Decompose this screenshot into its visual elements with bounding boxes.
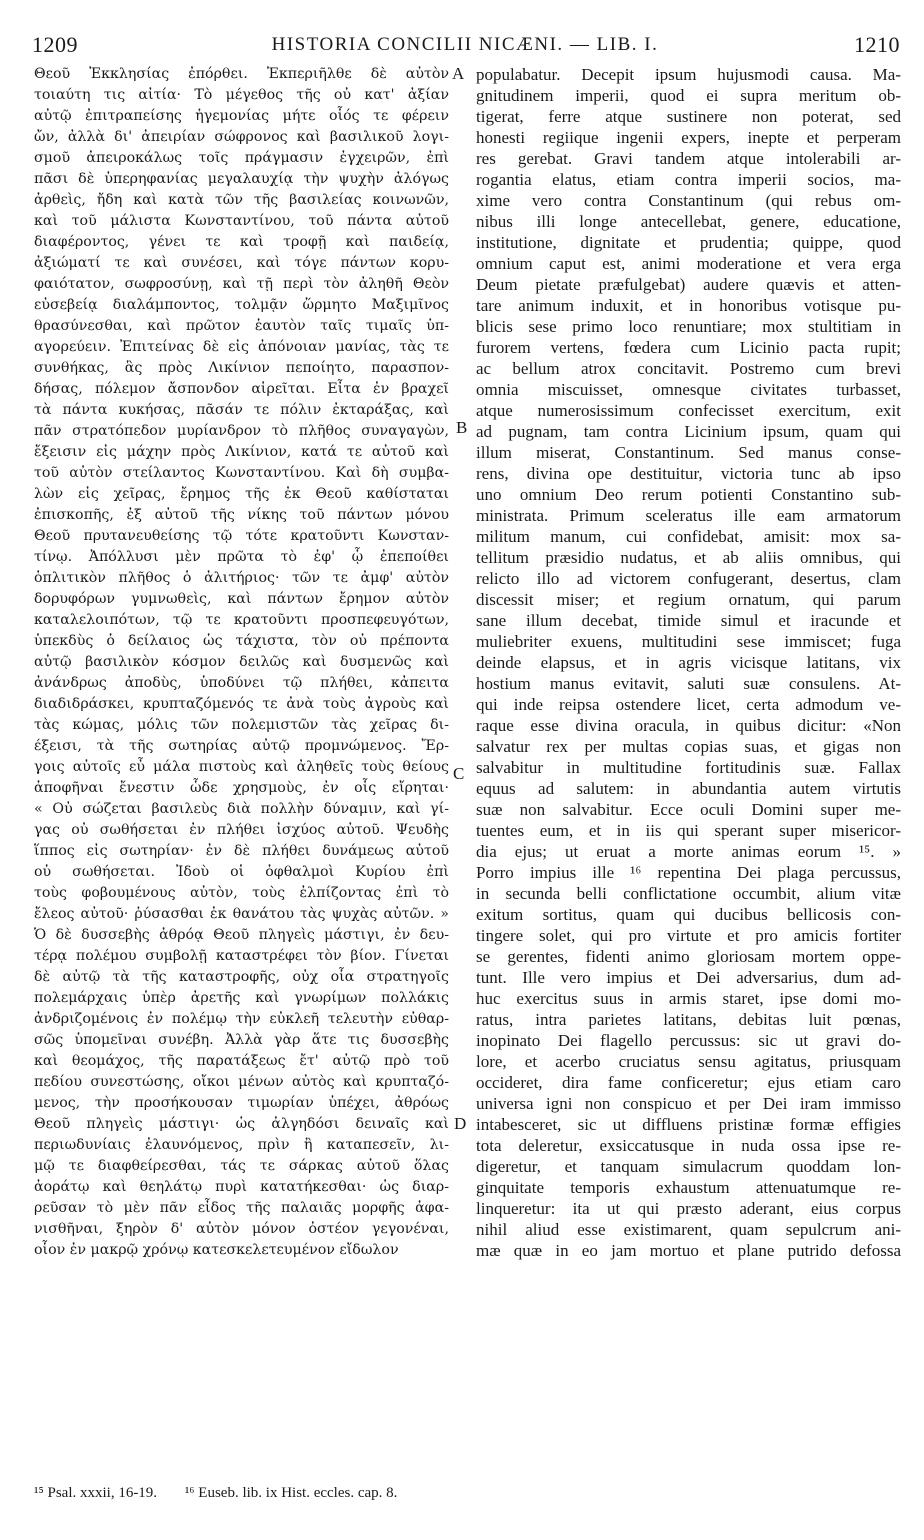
page-header [30,22,900,58]
text-line: exitum sortitus, quam qui ducibus bellicosis con- [476,905,901,924]
text-line: atque numerosissimum confecisset exercitum, exit [476,401,901,420]
text-line: συνθήκας, ἃς πρὸς Λικίνιον πεποίητο, παρασπον- [34,360,449,376]
text-line: ἀξιώματί τε καὶ συνέσει, καὶ τόγε πάντων κορυ- [34,255,449,271]
text-line: illum miserat, Constantinum. Sed manus conse- [476,443,901,462]
footnotes [34,1485,894,1502]
text-line: salvabitur in multitudine fortitudinis suæ. Fallax [476,758,901,777]
text-line: ministrata. Primum sceleratus ille eam armatorum [476,506,901,525]
text-line: furorem vertens, fœdera cum Licinio pacta rupit; [476,338,901,357]
text-line: εὐσεβείᾳ διαλάμποντος, τολμᾷν ὥρμητο Μαξιμῖνος [34,297,449,313]
text-line: tigerat, ferre atque sustinere non poterat, sed [476,107,901,126]
text-line: qui inde reipsa ostendere licet, certa admodum ve- [476,695,901,714]
text-line: dia ejus; ut eruat a morte animas eorum ¹⁵. » [476,842,901,861]
text-line: discessit miser; et regium ornatum, qui parum [476,590,901,609]
text-line: tuentes eum, et in iis qui sperant super misericor- [476,821,901,840]
text-line: μενος, τὴν προσήκουσαν τιμωρίαν ὑπέχει, ἀθρόως [34,1095,449,1111]
section-marker-c: C [453,764,465,783]
text-line: ὤν, ἀλλὰ δι' ἀπειρίαν σώφρονος καὶ βασιλικοῦ λογι- [34,129,449,145]
text-line: οἷον ἐν μακρῷ χρόνῳ κατεσκελετευμένον εἴδωλον [34,1242,399,1258]
text-line: αγορεύειν. Ἐπιτείνας δὲ εἰς ἀπόνοιαν μανίας, τὰς τε [34,339,449,355]
text-line: δήσας, πόλεμον ἄσπονδον αἱρεῖται. Εἶτα ἐν βραχεῖ [34,381,449,397]
text-line: τοιαύτη τις αἰτία· Τὸ μέγεθος τῆς οὐ κατ' ἀξίαν [34,87,449,103]
text-line: universa igni non conspicuo et per Dei iram immisso [476,1094,901,1113]
text-line: institutione, dignitate et prudentia; quippe, quod [476,233,901,252]
text-line: ἔλεος αὐτοῦ· ῥύσασθαι ἐκ θανάτου τὰς ψυχὰς αὐτῶν. » [34,906,449,922]
text-line: αὐτῷ ἐπιτραπείσης ἡγεμονίας μήτε οἷός τε φέρειν [34,108,449,124]
section-marker-b: B [456,418,468,437]
text-line: τὰς κώμας, μόλις τῶν πολεμιστῶν τὰς χεῖρας δι- [34,717,449,733]
text-line: raque esse divina oracula, in quibus dicitur: «Non [476,716,901,735]
text-line: suæ non salvabitur. Ecce oculi Domini super me- [476,800,901,819]
text-line: ἵππος εἰς σωτηρίαν· ἐν δὲ πλήθει δυνάμεως αὐτοῦ [34,843,449,859]
latin-column [476,64,901,1460]
text-line: blicis sese primo loco renuntiare; mox stultitiam in [476,317,901,336]
footnote-15: ¹⁵ Psal. xxxii, 16-19. [34,1485,158,1501]
text-line: ad pugnam, tam contra Licinium ipsum, quam qui [476,422,901,441]
text-line: nihil aliud esse existimarent, quam sepulcrum ani- [476,1220,901,1239]
text-line: ἀρθεὶς, ἤδη καὶ κατὰ τῶν τῆς βασιλείας κοινωνῶν, [34,192,449,208]
text-line: Θεοῦ Ἐκκλησίας ἐπόρθει. Ἐκπεριῆλθε δὲ αὐτὸν [34,66,449,82]
section-marker-d: D [454,1114,467,1133]
text-line: res gerebat. Gravi tandem atque intolerabili ar- [476,149,901,168]
text-line: φαιότατον, σωφροσύνῃ, καὶ τῇ περὶ τὸν ἀληθῆ Θεὸν [34,276,449,292]
text-line: Ὁ δὲ δυσσεβὴς ἀθρόᾳ Θεοῦ πληγεὶς μάστιγι, ἐν δευ- [34,927,449,943]
text-line: αὐτῷ βασιλικὸν κόσμον δειλῶς καὶ δυσμενῶς καὶ [34,654,449,670]
text-line: tare animum induxit, et in honoribus votisque pu- [476,296,901,315]
text-line: occideret, dira fame conficeretur; ejus etiam caro [476,1073,901,1092]
text-line: έξεισι, τὰ τῆς σωτηρίας αὐτῷ προμνώμενος. Ἔρ- [34,738,449,754]
text-line: omnium caput est, animi moderatione et vera erga [476,254,901,273]
text-line: rens, divina ope destituitur, victoria tunc ab ipso [476,464,901,483]
text-line: tota deleretur, exsiccatusque in nuda ossa ipse re- [476,1136,901,1155]
text-line: πολεμάρχαις ὑπὲρ ἀρετῆς καὶ γνωρίμων πολλάκις [34,990,449,1006]
text-line: in secunda belli conflictatione occumbit, alium vitæ [476,884,901,903]
page-number-right: 1210 [854,32,900,57]
text-line: sane illum decebat, timide simul et iracunde et [476,611,901,630]
text-line: se gerentes, fidenti animo gloriosam mortem oppe- [476,947,901,966]
text-line: ἀοράτῳ καὶ θεηλάτῳ πυρὶ κατατήκεσθαι· ὡς διαρ- [34,1179,449,1195]
text-line: γοις αὐτοῖς εὖ μάλα πιστοὺς καὶ ἀληθεῖς τοὺς θείους [34,759,449,775]
text-line: τίνῳ. Ἀπόλλυσι μὲν πρῶτα τὸ ἐφ' ᾧ ἐπεποίθει [34,549,449,565]
text-line: equus ad salutem: in abundantia autem virtutis [476,779,901,798]
text-line: οὐ σωθήσεται. Ἰδοὺ οἱ ὀφθαλμοὶ Κυρίου ἐπὶ [34,864,449,880]
text-line: δὲ αὐτῷ τὰ τῆς καταστροφῆς, οὐχ οἷα στρατηγοῖς [34,969,449,985]
text-line: lore, et acerbo cruciatus sensu agitatus, priusquam [476,1052,901,1071]
text-line: Porro impius ille ¹⁶ repentina Dei plaga percussus, [476,863,901,882]
text-line: ἀνδριζομένοις ἐν πολέμῳ τὴν εὐκλεῆ τελευτὴν εὐθαρ- [34,1011,449,1027]
text-line: deinde elapsus, et in agris vicisque latitans, vix [476,653,901,672]
text-line: καταλελοιπότων, τῷ τε κρατοῦντι προσπεφευγότων, [34,612,449,628]
text-line: τοὺς φοβουμένους αὐτὸν, τοὺς ἐλπίζοντας ἐπὶ τὸ [34,885,449,901]
text-line: militum manum, cui confidebat, amisit: mox sa- [476,527,901,546]
text-line: muliebriter exuens, multitudini sese immiscet; fuga [476,632,901,651]
text-line: γας οὐ σωθήσεται ἐν πλήθει ἰσχύος αὐτοῦ. Ψευδὴς [34,822,449,838]
text-line: ratus, intra parietes latitans, debitas luit pœnas, [476,1010,901,1029]
text-line: ἀνάνδρως ἀποδὺς, ὑποδύνει τῷ πλήθει, κἀπειτα [34,675,449,691]
text-line: hostium manus evitavit, saluti suæ consulens. At- [476,674,901,693]
text-line: tingere solet, qui pro virtute et pro amicis fortiter [476,926,901,945]
text-line: Θεοῦ πληγεὶς μάστιγι· ὡς ἀλγηδόσι δειναῖς καὶ [34,1116,449,1132]
text-line: σμοῦ ἀπειροκάλως τοῖς πράγμασιν ἐγχειρῶν, ἐπὶ [34,150,449,166]
text-line: τοῦ αὐτὸν στείλαντος Κωνσταντίνου. Καὶ δὴ συμβα- [34,465,449,481]
text-line: μῷ τε διαφθείρεσθαι, τάς τε σάρκας αὐτοῦ ὅλας [34,1158,449,1174]
text-line: θρασύνεσθαι, καὶ πρῶτον ἑαυτὸν ταῖς τιμαῖς ὑπ- [34,318,449,334]
text-line: omnia miscuisset, omnesque civitates turbasset, [476,380,901,399]
text-line: uno omnium Deo rerum potienti Constantino sub- [476,485,901,504]
text-line: huc exercitus suus in armis staret, ipse domi mo- [476,989,901,1008]
text-line: ρεῦσαν τὸ μὲν πᾶν εἶδος τῆς παλαιᾶς μορφῆς ἀφα- [34,1200,449,1216]
text-line: δορυφόρων γυμνωθεὶς, καὶ πάντων ἔρημον αὐτὸν [34,591,449,607]
text-line: gnitudinem imperii, quod ei supra meritum ob- [476,86,901,105]
text-line: διαφέροντος, γένει τε καὶ τροφῇ καὶ παιδείᾳ, [34,234,449,250]
text-line: tellitum præsidio nudatus, et ab aliis omnibus, qui [476,548,901,567]
text-line: populabatur. Decepit ipsum hujusmodi causa. Ma- [476,65,901,84]
text-line: linqueretur: ita ut qui præsto aderant, eius corpus [476,1199,901,1218]
text-line: πᾶσι δὲ ὑπερηφανίας μεγαλαυχίᾳ τὴν ψυχὴν ἀλόγως [34,171,449,187]
text-line: ἀποφῆναι ἔνεστιν ὧδε χρησμοὺς, ἐν οἷς εἴρηται· [34,780,449,796]
text-line: digeretur, et tanquam simulacrum quoddam lon- [476,1157,901,1176]
text-line: intabesceret, sic ut diffluens pristinæ formæ effigies [476,1115,901,1134]
text-line: καὶ θεομάχος, τῆς παρατάξεως ἔτ' αὐτῷ πρὸ τοῦ [34,1053,449,1069]
text-line: inopinato Dei flagello percussus: sic ut gravi do- [476,1031,901,1050]
text-line: ὑπεκδὺς ὁ δείλαιος ὡς τάχιστα, τὸν οὐ πρέποντα [34,633,449,649]
text-line: περιωδυνίαις ἐλαυνόμενος, πρὶν ἢ καταπεσεῖν, λι- [34,1137,449,1153]
text-line: τέρᾳ πολέμου συμβολῇ καταστρέφει τὸν βίον. Γίνεται [34,948,449,964]
text-line: mæ quæ in eo jam mortuo et plane putrido defossa [476,1241,901,1260]
text-line: ac bellum atrox concitavit. Postremo cum brevi [476,359,901,378]
text-line: διαδιδράσκει, κρυπταζόμενός τε ἀνὰ τοὺς ἀγροὺς καὶ [34,696,449,712]
text-line: τὰ πάντα κυκήσας, πᾶσάν τε πόλιν ἐκταράξας, καὶ [34,402,449,418]
text-line: σῶς ὑπομεῖναι συνέβη. Ἀλλὰ γὰρ ἅτε τις δυσσεβὴς [34,1032,449,1048]
text-line: ginquitate temporis exhaustum attenuatumque re- [476,1178,901,1197]
text-line: ὁπλιτικὸν πλῆθος ὁ ἀλιτήριος· τῶν τε ἀμφ' αὐτὸν [34,570,449,586]
section-marker-a: A [452,64,465,83]
text-line: λὼν εἰς χεῖρας, ἔρημος τῆς ἐκ Θεοῦ καθίσταται [34,486,449,502]
text-line: καὶ τοῦ μάλιστα Κωνσταντίνου, τοῦ πάντα αὐτοῦ [34,213,449,229]
text-line: honesti regiique ingenii expers, inepte et perperam [476,128,901,147]
text-line: relicto illo ad victorem confugerant, desertus, clam [476,569,901,588]
text-line: nibus illi longe antecellebat, genere, educatione, [476,212,901,231]
running-title: HISTORIA CONCILII NICÆNI. — LIB. I. [271,34,659,55]
text-line: πεδίου συνεστώσης, οἴκοι μένων αὐτὸς καὶ κρυπταζό- [34,1074,449,1090]
text-line: πᾶν στρατόπεδον μυρίανδρον τὸ πλῆθος συναγαγὼν, [34,423,449,439]
text-line: Θεοῦ πρυτανευθείσης τῷ τότε κρατοῦντι Κωνσταν- [34,528,449,544]
text-line: νισθῆναι, ξηρὸν δ' αὐτὸν μόνον ὀστέον γεγονέναι, [34,1221,449,1237]
greek-column [34,64,449,1460]
text-line: tunt. Ille vero impius et Dei adversarius, dum ad- [476,968,901,987]
text-line: Deum pietate præfulgebat) audere quævis et atten- [476,275,901,294]
text-line: ἐπισκοπῆς, ἐξ αὐτοῦ τῆς νίκης τοῦ πάντων μόνου [34,507,449,523]
text-line: xime vero contra Constantinum (qui rebus om- [476,191,901,210]
text-line: salvatur rex per multas copias suas, et gigas non [476,737,901,756]
text-line: ἔξεισιν εἰς μάχην πρὸς Λικίνιον, κατά τε αὐτοῦ καὶ [34,444,449,460]
text-line: rogantia elatus, etiam contra imperii socios, ma- [476,170,901,189]
text-line: « Οὐ σώζεται βασιλεὺς διὰ πολλὴν δύναμιν, καὶ γί- [34,801,449,817]
page-number-left: 1209 [32,32,78,57]
footnote-16: ¹⁶ Euseb. lib. ix Hist. eccles. cap. 8. [184,1485,398,1501]
